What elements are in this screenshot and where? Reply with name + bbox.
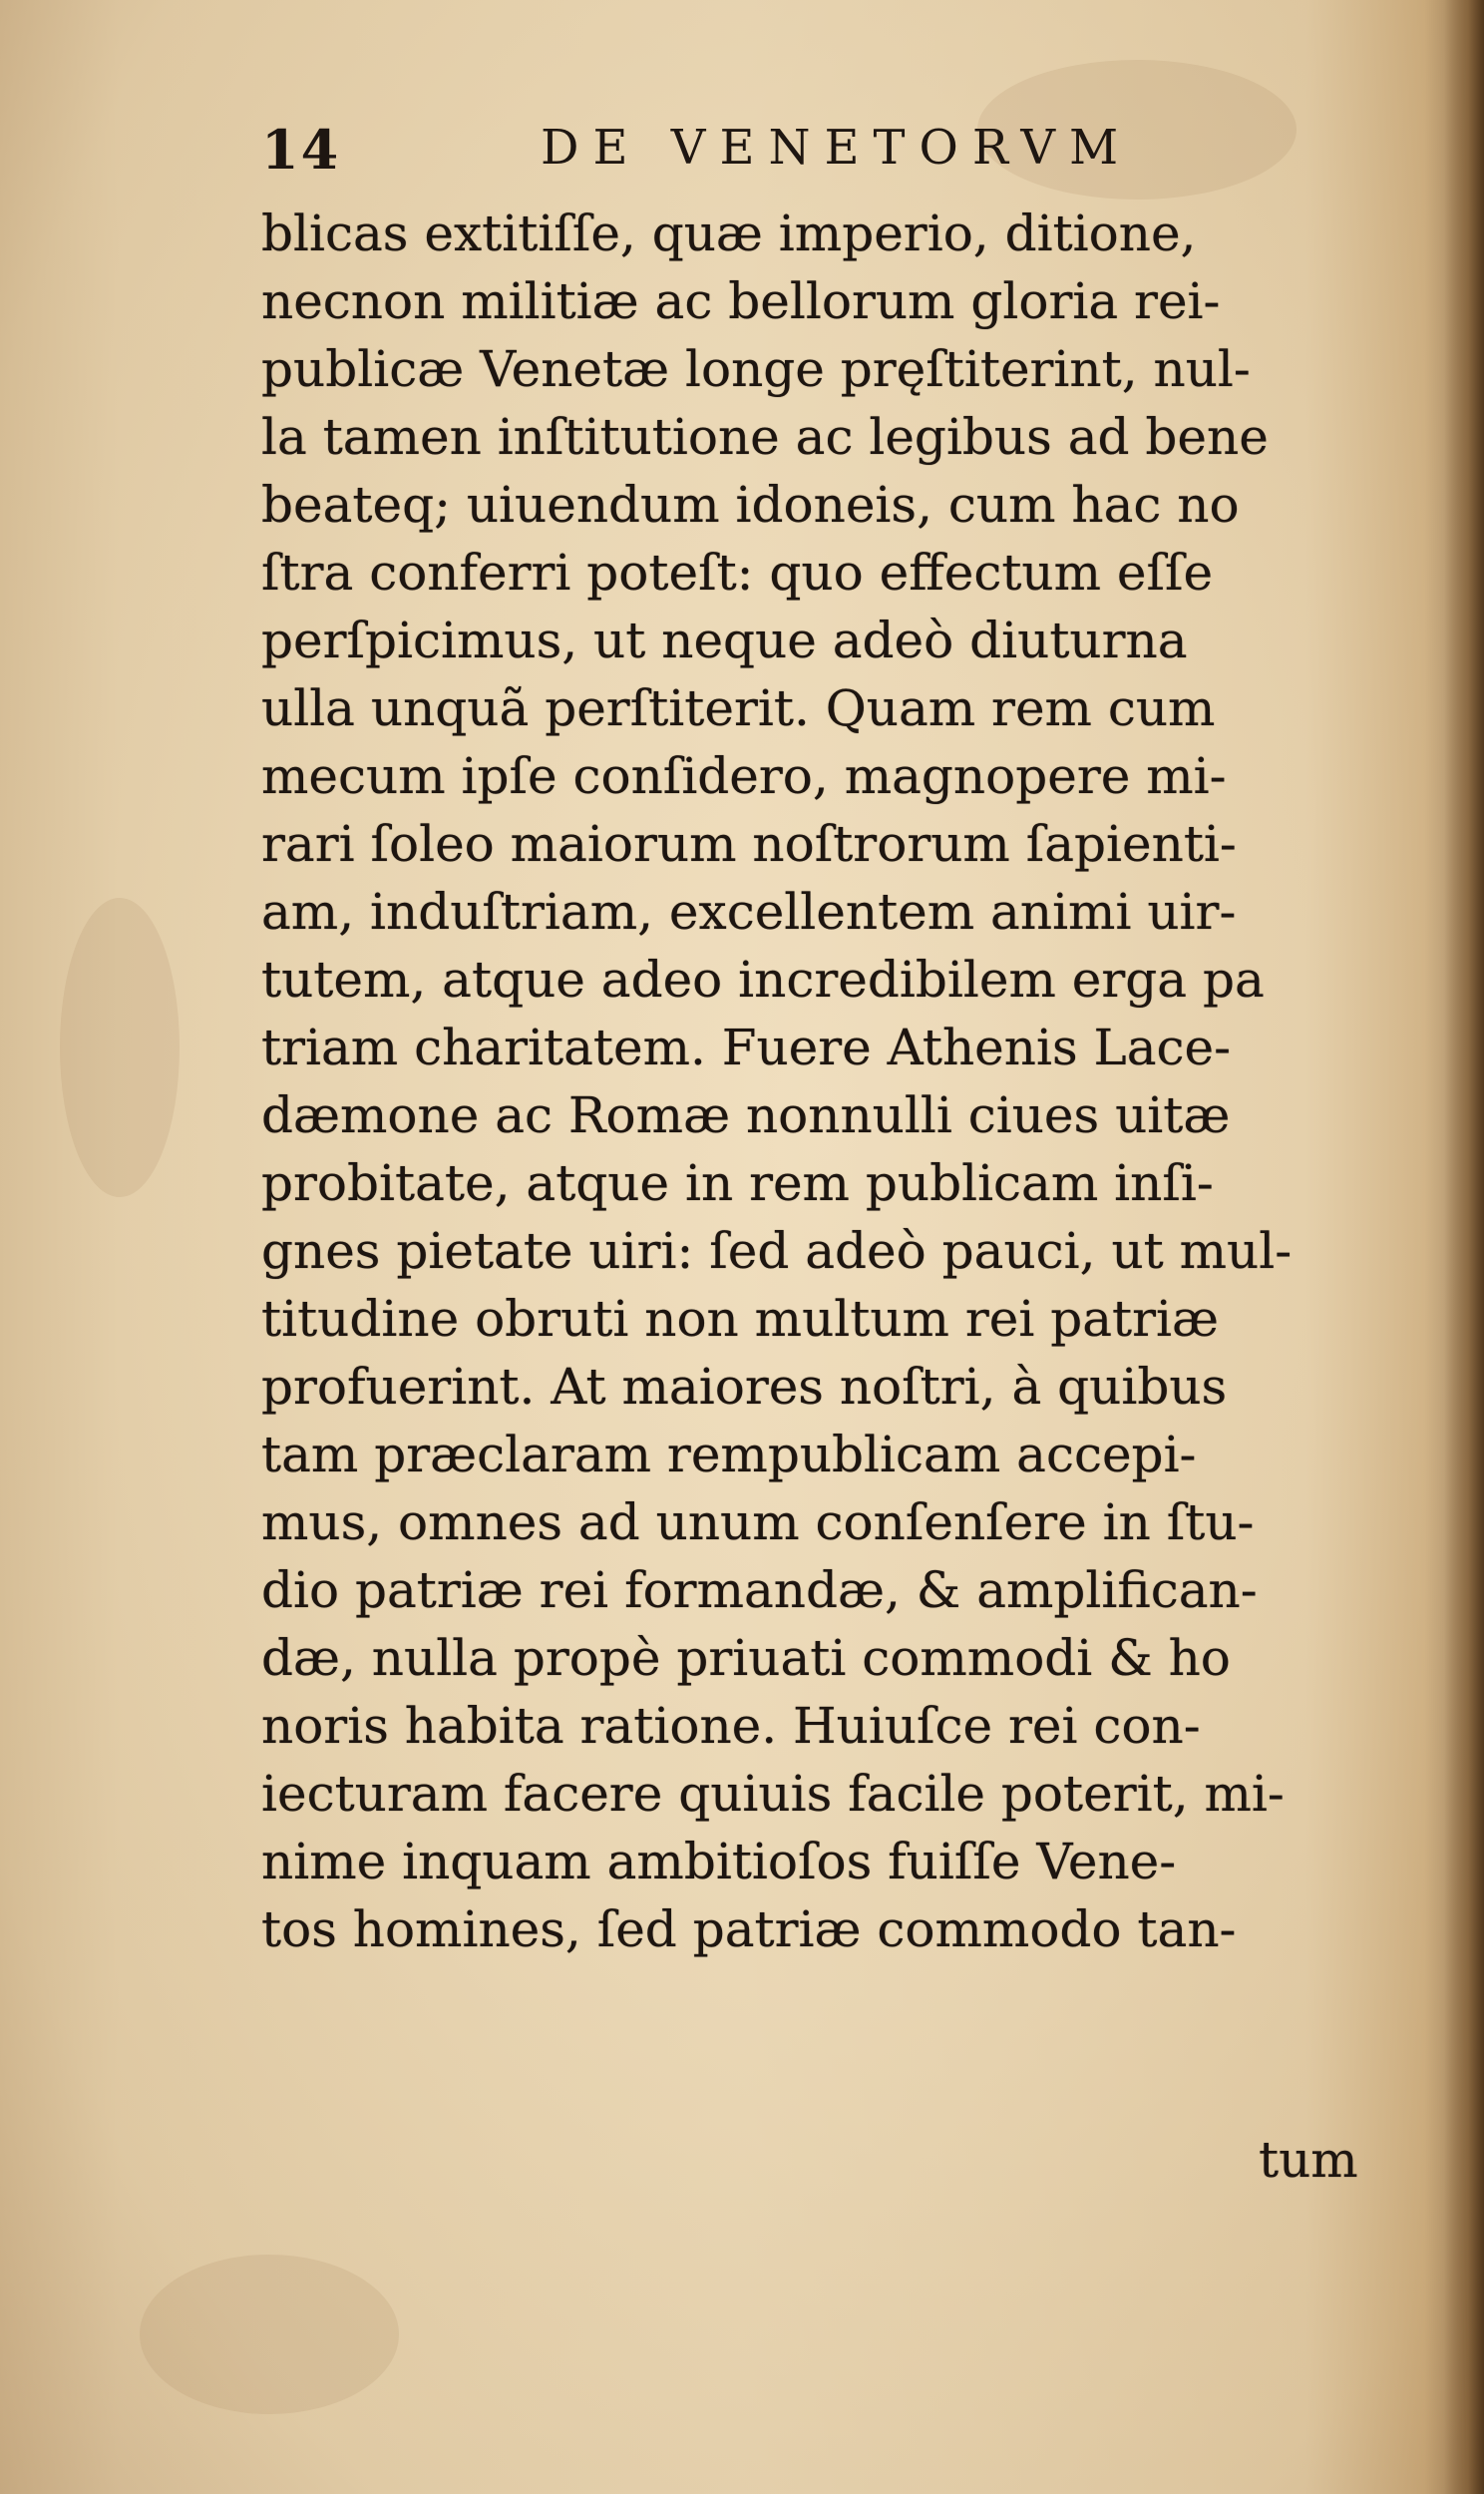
text-line: tam præclaram rempublicam accepi-	[261, 1426, 1197, 1483]
text-line: dæmone ac Romæ nonnulli ciues uitæ	[261, 1086, 1231, 1144]
paper-stain	[60, 898, 180, 1197]
text-line: noris habita ratione. Huiuſce rei con-	[261, 1697, 1201, 1755]
text-line: probitate, atque in rem publicam inſi-	[261, 1154, 1214, 1212]
text-line: ſtra conferri poteſt: quo effectum eſſe	[261, 544, 1214, 602]
text-line: beateq; uiuendum idoneis, cum hac no	[261, 476, 1240, 534]
body-text	[261, 200, 1388, 1963]
text-line: titudine obruti non multum rei patriæ	[261, 1290, 1220, 1348]
page-number: 14	[261, 118, 341, 182]
text-line: necnon militiæ ac bellorum gloria rei-	[261, 272, 1221, 330]
text-line: blicas extitiſſe, quæ imperio, ditione,	[261, 205, 1197, 262]
text-line: tos homines, ſed patriæ commodo tan-	[261, 1900, 1237, 1958]
text-line: publicæ Venetæ longe pręſtiterint, nul-	[261, 340, 1251, 398]
paper-stain	[140, 2255, 399, 2414]
text-line: iecturam facere quiuis facile poterit, mi-	[261, 1765, 1285, 1823]
text-line: mecum ipſe conſidero, magnopere mi-	[261, 747, 1227, 805]
text-line: triam charitatem. Fuere Athenis Lace-	[261, 1019, 1232, 1076]
text-line: tutem, atque adeo incredibilem erga pa	[261, 951, 1265, 1009]
text-line: profuerint. At maiores noſtri, à quibus	[261, 1358, 1228, 1416]
text-line: la tamen inſtitutione ac legibus ad bene	[261, 408, 1269, 466]
text-line: dæ, nulla propè priuati commodi & ho	[261, 1629, 1231, 1687]
running-title: DE VENETORVM	[541, 120, 1133, 176]
text-line: am, induſtriam, excellentem animi uir-	[261, 883, 1237, 941]
page-edge-shadow	[1444, 0, 1484, 2494]
text-line: gnes pietate uiri: ſed adeò pauci, ut mul-	[261, 1222, 1293, 1280]
running-header	[261, 118, 1259, 188]
text-line: rari ſoleo maiorum noſtrorum ſapienti-	[261, 815, 1237, 873]
text-line: nime inquam ambitioſos fuiſſe Vene-	[261, 1833, 1177, 1890]
text-line: mus, omnes ad unum conſenſere in ſtu-	[261, 1493, 1255, 1551]
text-line: dio patriæ rei formandæ, & amplifican-	[261, 1561, 1258, 1619]
text-line: perſpicimus, ut neque adeò diuturna	[261, 612, 1188, 669]
catchword: tum	[1259, 2131, 1358, 2189]
text-line: ulla unquã perſtiterit. Quam rem cum	[261, 679, 1216, 737]
